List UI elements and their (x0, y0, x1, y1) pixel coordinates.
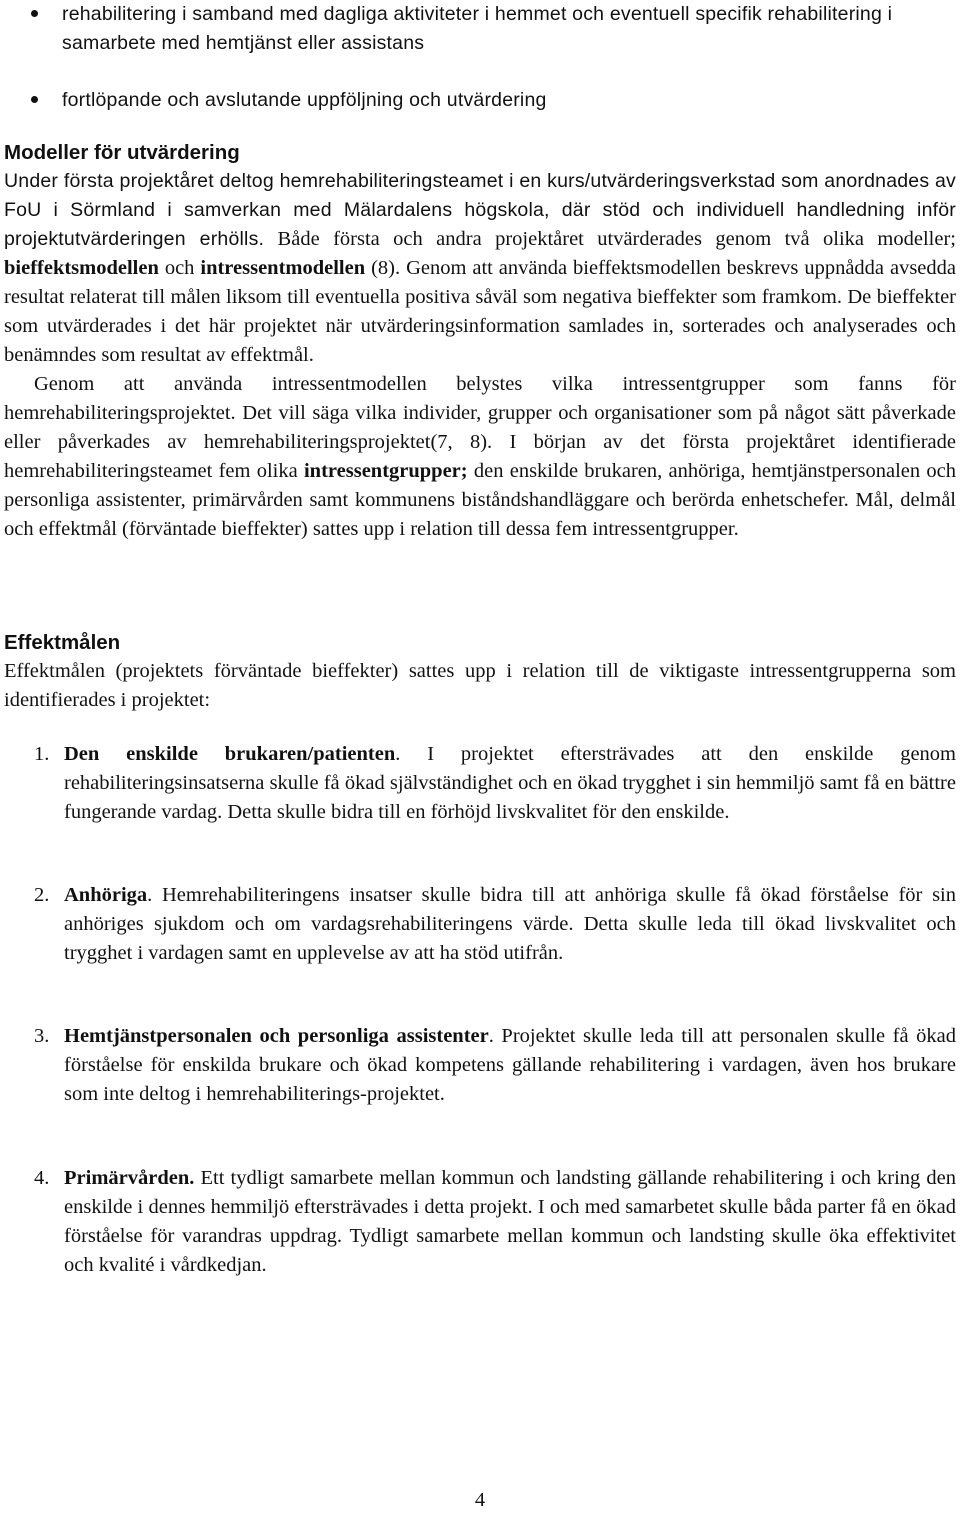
bullet-text: rehabilitering i samband med dagliga aktiviteter i hemmet och eventuell specifik rehabilitering i samarbete med hemtjänst eller assistans (62, 3, 893, 54)
section-heading: Modeller för utvärdering (4, 141, 240, 164)
paragraph-text: Genom att använda intressentmodellen belystes vilka intressentgrupper som fanns för hemrehabiliteringsprojektet. Det vill säga vilka individer, grupper och organisationer som på något sätt påverkade eller påverkades av hemrehabiliteringsprojektet(7, 8). I början av det första projektåret identifierade hemrehabiliteringsteamet fem olika (4, 373, 956, 482)
emphasis-term: intressentgrupper; (303, 460, 468, 482)
list-item (0, 86, 960, 115)
item-text: . I projektet eftersträvades att den enskilde genom rehabiliteringsinsatserna skulle få ökad självständighet och en ökad trygghet i sin hemmiljö samt få en bättre fungerande vardag. Detta skulle bidra till en förhöjd livskvalitet för den enskilde. (64, 743, 956, 823)
item-title: Den enskilde brukaren/patienten (64, 743, 396, 765)
list-item (0, 1022, 960, 1109)
paragraph-text: (8). Genom att använda bieffektsmodellen beskrevs uppnådda avsedda resultat relaterat till målen liksom till eventuella positiva såväl som negativa bieffekter som framkom. De bieffekter som utvärderades i det här projektet när utvärderingsinformation samlades in, sorterades och analyserades och benämndes som resultat av effektmål. (4, 257, 956, 366)
bullet-icon (31, 10, 38, 17)
item-title: Anhöriga (64, 884, 148, 906)
paragraph (0, 167, 960, 370)
item-title: Primärvården. (64, 1167, 195, 1189)
bullet-list (0, 0, 960, 115)
item-title: Hemtjänstpersonalen och personliga assistenter (64, 1025, 489, 1047)
list-item (0, 740, 960, 827)
list-number: 4. (34, 1167, 50, 1189)
list-item (0, 0, 960, 58)
item-text: . Hemrehabiliteringens insatser skulle bidra till att anhöriga skulle få ökad förståelse för sin anhöriges sjukdom och om vardagsrehabiliteringens värde. Detta skulle leda till ökad livskvalitet och trygghet i vardagen samt en upplevelse av att ha stöd utifrån. (64, 884, 956, 964)
list-item (0, 881, 960, 968)
section-effect-goals (0, 628, 960, 715)
paragraph-text: Under första projektåret deltog hemrehabiliteringsteamet i en kurs/utvärderingsverkstad som anordnades av FoU i Sörmland i samverkan med Mälardalens högskola, där stöd och individuell handledning inför projektutvärderingen erhölls. (4, 170, 956, 250)
page-number: 4 (474, 1489, 486, 1511)
list-number: 1. (34, 743, 50, 765)
list-item (0, 1164, 960, 1280)
paragraph-text: Både första och andra projektåret utvärderades genom två olika modeller; (264, 228, 956, 250)
item-text: . Projektet skulle leda till att personalen skulle få ökad förståelse för enskilda brukare och ökad kompetens gällande rehabilitering i vardagen, även hos brukare som inte deltog i hemrehabiliterings-projektet. (64, 1025, 956, 1105)
paragraph (0, 370, 960, 544)
emphasis-term: bieffektsmodellen (4, 257, 159, 279)
bullet-icon (31, 96, 38, 103)
paragraph-text: och (158, 257, 201, 279)
section-heading: Effektmålen (4, 631, 121, 654)
paragraph-text: den enskilde brukaren, anhöriga, hemtjänstpersonalen och personliga assistenter, primärvården samt kommunens biståndshandläggare och berörda enhetschefer. Mål, delmål och effektmål (förväntade bieffekter) sattes upp i relation till dessa fem intressentgrupper. (4, 460, 957, 540)
item-text: Ett tydligt samarbete mellan kommun och landsting gällande rehabilitering i och kring den enskilde i dennes hemmiljö eftersträvades i detta projekt. I och med samarbetet skulle båda parter få en ökad förståelse för varandras uppdrag. Tydligt samarbete mellan kommun och landsting skulle öka effektivitet och kvalité i vårdkedjan. (64, 1167, 956, 1276)
list-number: 3. (34, 1025, 50, 1047)
paragraph: Effektmålen (projektets förväntade bieffekter) sattes upp i relation till de viktigaste intressentgrupperna som identifierades i projektet: (4, 660, 956, 711)
emphasis-term: intressentmodellen (200, 257, 366, 279)
bullet-text: fortlöpande och avslutande uppföljning och utvärdering (62, 89, 547, 111)
section-models (0, 138, 960, 544)
list-number: 2. (34, 884, 50, 906)
